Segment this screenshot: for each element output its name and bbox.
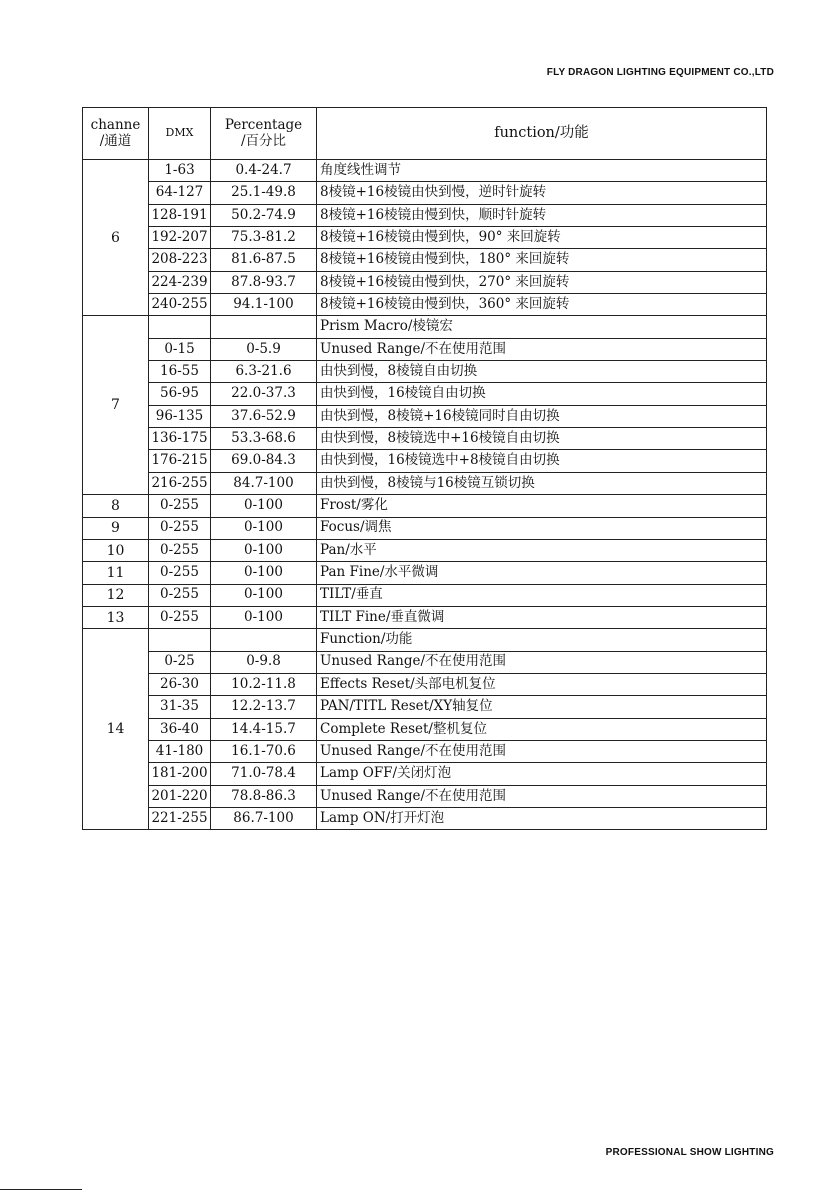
channel-cell: 8: [83, 495, 149, 517]
table-row: [83, 160, 767, 182]
percentage-cell: 12.2-13.7: [211, 696, 317, 718]
function-cell: Unused Range/不在使用范围: [317, 338, 767, 360]
percentage-cell: 0-100: [211, 584, 317, 606]
dmx-value-cell: 96-135: [149, 405, 211, 427]
percentage-cell: 0-100: [211, 562, 317, 584]
percentage-cell: 50.2-74.9: [211, 204, 317, 226]
dmx-value-cell: [149, 316, 211, 338]
dmx-value-cell: 36-40: [149, 718, 211, 740]
percentage-cell: [211, 316, 317, 338]
dmx-value-cell: 0-255: [149, 495, 211, 517]
column-header-dmx: DMX: [149, 108, 211, 160]
percentage-cell: 0-100: [211, 517, 317, 539]
percentage-cell: 0-100: [211, 539, 317, 561]
dmx-value-cell: 0-255: [149, 584, 211, 606]
function-cell: Complete Reset/整机复位: [317, 718, 767, 740]
function-cell: 由快到慢，16棱镜自由切换: [317, 383, 767, 405]
dmx-value-cell: 64-127: [149, 182, 211, 204]
table-body: [83, 160, 767, 830]
table-row: [83, 539, 767, 561]
function-cell: 8棱镜+16棱镜由慢到快，360° 来回旋转: [317, 294, 767, 316]
table-row: [83, 405, 767, 427]
channel-cell: 9: [83, 517, 149, 539]
function-cell: Pan/水平: [317, 539, 767, 561]
column-header-percentage: [211, 108, 317, 160]
function-cell: 由快到慢，8棱镜自由切换: [317, 361, 767, 383]
table-row: [83, 450, 767, 472]
table-row: [83, 673, 767, 695]
dmx-value-cell: 224-239: [149, 271, 211, 293]
table-row: [83, 227, 767, 249]
dmx-value-cell: 192-207: [149, 227, 211, 249]
percentage-cell: 94.1-100: [211, 294, 317, 316]
function-cell: Lamp ON/打开灯泡: [317, 807, 767, 829]
dmx-value-cell: 0-15: [149, 338, 211, 360]
table-row: [83, 361, 767, 383]
table-row: [83, 584, 767, 606]
table-row: [83, 338, 767, 360]
function-cell: 角度线性调节: [317, 160, 767, 182]
dmx-value-cell: 1-63: [149, 160, 211, 182]
table-row: [83, 428, 767, 450]
function-cell: 8棱镜+16棱镜由慢到快，180° 来回旋转: [317, 249, 767, 271]
function-cell: 由快到慢，16棱镜选中+8棱镜自由切换: [317, 450, 767, 472]
channel-cell: 13: [83, 606, 149, 628]
percentage-cell: 0.4-24.7: [211, 160, 317, 182]
table-row: [83, 562, 767, 584]
table-row: [83, 271, 767, 293]
percentage-cell: 71.0-78.4: [211, 763, 317, 785]
function-cell: Prism Macro/棱镜宏: [317, 316, 767, 338]
dmx-value-cell: 0-255: [149, 517, 211, 539]
column-header-percentage-line1: Percentage: [224, 116, 303, 133]
channel-cell: 11: [83, 562, 149, 584]
percentage-cell: 0-9.8: [211, 651, 317, 673]
column-header-channel-line1: channe: [90, 116, 141, 133]
function-cell: 由快到慢，8棱镜与16棱镜互锁切换: [317, 472, 767, 494]
table-row: [83, 316, 767, 338]
footer-divider: [0, 1189, 82, 1190]
function-cell: Frost/雾化: [317, 495, 767, 517]
table-row: [83, 629, 767, 651]
function-cell: Pan Fine/水平微调: [317, 562, 767, 584]
percentage-cell: 78.8-86.3: [211, 785, 317, 807]
table-row: [83, 249, 767, 271]
company-name: FLY DRAGON LIGHTING EQUIPMENT CO.,LTD: [546, 67, 774, 78]
dmx-value-cell: 240-255: [149, 294, 211, 316]
function-cell: Unused Range/不在使用范围: [317, 785, 767, 807]
function-cell: 8棱镜+16棱镜由慢到快，90° 来回旋转: [317, 227, 767, 249]
channel-cell: 6: [83, 160, 149, 316]
function-cell: Unused Range/不在使用范围: [317, 740, 767, 762]
channel-cell: 7: [83, 316, 149, 495]
percentage-cell: 10.2-11.8: [211, 673, 317, 695]
percentage-cell: 86.7-100: [211, 807, 317, 829]
table-row: [83, 785, 767, 807]
function-cell: Function/功能: [317, 629, 767, 651]
percentage-cell: 87.8-93.7: [211, 271, 317, 293]
column-header-channel: [83, 108, 149, 160]
percentage-cell: 81.6-87.5: [211, 249, 317, 271]
table-row: [83, 718, 767, 740]
dmx-value-cell: 0-25: [149, 651, 211, 673]
function-cell: PAN/TITL Reset/XY轴复位: [317, 696, 767, 718]
table-row: [83, 606, 767, 628]
table-row: [83, 204, 767, 226]
channel-cell: 12: [83, 584, 149, 606]
table-row: [83, 807, 767, 829]
column-header-percentage-line2: /百分比: [240, 132, 287, 149]
function-cell: 8棱镜+16棱镜由快到慢，逆时针旋转: [317, 182, 767, 204]
percentage-cell: 69.0-84.3: [211, 450, 317, 472]
percentage-cell: 6.3-21.6: [211, 361, 317, 383]
table-row: [83, 294, 767, 316]
dmx-value-cell: 26-30: [149, 673, 211, 695]
percentage-cell: 75.3-81.2: [211, 227, 317, 249]
dmx-value-cell: 128-191: [149, 204, 211, 226]
table-row: [83, 472, 767, 494]
table-row: [83, 763, 767, 785]
table-row: [83, 740, 767, 762]
dmx-value-cell: 56-95: [149, 383, 211, 405]
dmx-value-cell: 0-255: [149, 539, 211, 561]
dmx-value-cell: [149, 629, 211, 651]
percentage-cell: 0-100: [211, 606, 317, 628]
dmx-value-cell: 221-255: [149, 807, 211, 829]
dmx-value-cell: 216-255: [149, 472, 211, 494]
table-row: [83, 696, 767, 718]
percentage-cell: 53.3-68.6: [211, 428, 317, 450]
percentage-cell: 37.6-52.9: [211, 405, 317, 427]
column-header-channel-line2: /通道: [99, 132, 132, 149]
percentage-cell: 0-100: [211, 495, 317, 517]
function-cell: Unused Range/不在使用范围: [317, 651, 767, 673]
dmx-value-cell: 0-255: [149, 562, 211, 584]
function-cell: TILT/垂直: [317, 584, 767, 606]
dmx-value-cell: 201-220: [149, 785, 211, 807]
dmx-value-cell: 136-175: [149, 428, 211, 450]
percentage-cell: [211, 629, 317, 651]
percentage-cell: 16.1-70.6: [211, 740, 317, 762]
footer-tagline: PROFESSIONAL SHOW LIGHTING: [605, 1147, 774, 1158]
function-cell: 8棱镜+16棱镜由慢到快，270° 来回旋转: [317, 271, 767, 293]
function-cell: 8棱镜+16棱镜由慢到快，顺时针旋转: [317, 204, 767, 226]
function-cell: Focus/调焦: [317, 517, 767, 539]
percentage-cell: 22.0-37.3: [211, 383, 317, 405]
function-cell: 由快到慢，8棱镜选中+16棱镜自由切换: [317, 428, 767, 450]
percentage-cell: 0-5.9: [211, 338, 317, 360]
table-row: [83, 182, 767, 204]
function-cell: TILT Fine/垂直微调: [317, 606, 767, 628]
percentage-cell: 84.7-100: [211, 472, 317, 494]
function-cell: Lamp OFF/关闭灯泡: [317, 763, 767, 785]
table-row: [83, 517, 767, 539]
percentage-cell: 14.4-15.7: [211, 718, 317, 740]
table-row: [83, 651, 767, 673]
dmx-value-cell: 176-215: [149, 450, 211, 472]
table-header-row: [83, 108, 767, 160]
dmx-value-cell: 41-180: [149, 740, 211, 762]
dmx-value-cell: 208-223: [149, 249, 211, 271]
dmx-value-cell: 31-35: [149, 696, 211, 718]
channel-cell: 14: [83, 629, 149, 830]
dmx-value-cell: 0-255: [149, 606, 211, 628]
channel-cell: 10: [83, 539, 149, 561]
table-row: [83, 383, 767, 405]
function-cell: Effects Reset/头部电机复位: [317, 673, 767, 695]
column-header-function: function/功能: [317, 108, 767, 160]
function-cell: 由快到慢，8棱镜+16棱镜同时自由切换: [317, 405, 767, 427]
dmx-value-cell: 16-55: [149, 361, 211, 383]
percentage-cell: 25.1-49.8: [211, 182, 317, 204]
dmx-value-cell: 181-200: [149, 763, 211, 785]
dmx-channel-table: [82, 107, 767, 830]
table-row: [83, 495, 767, 517]
